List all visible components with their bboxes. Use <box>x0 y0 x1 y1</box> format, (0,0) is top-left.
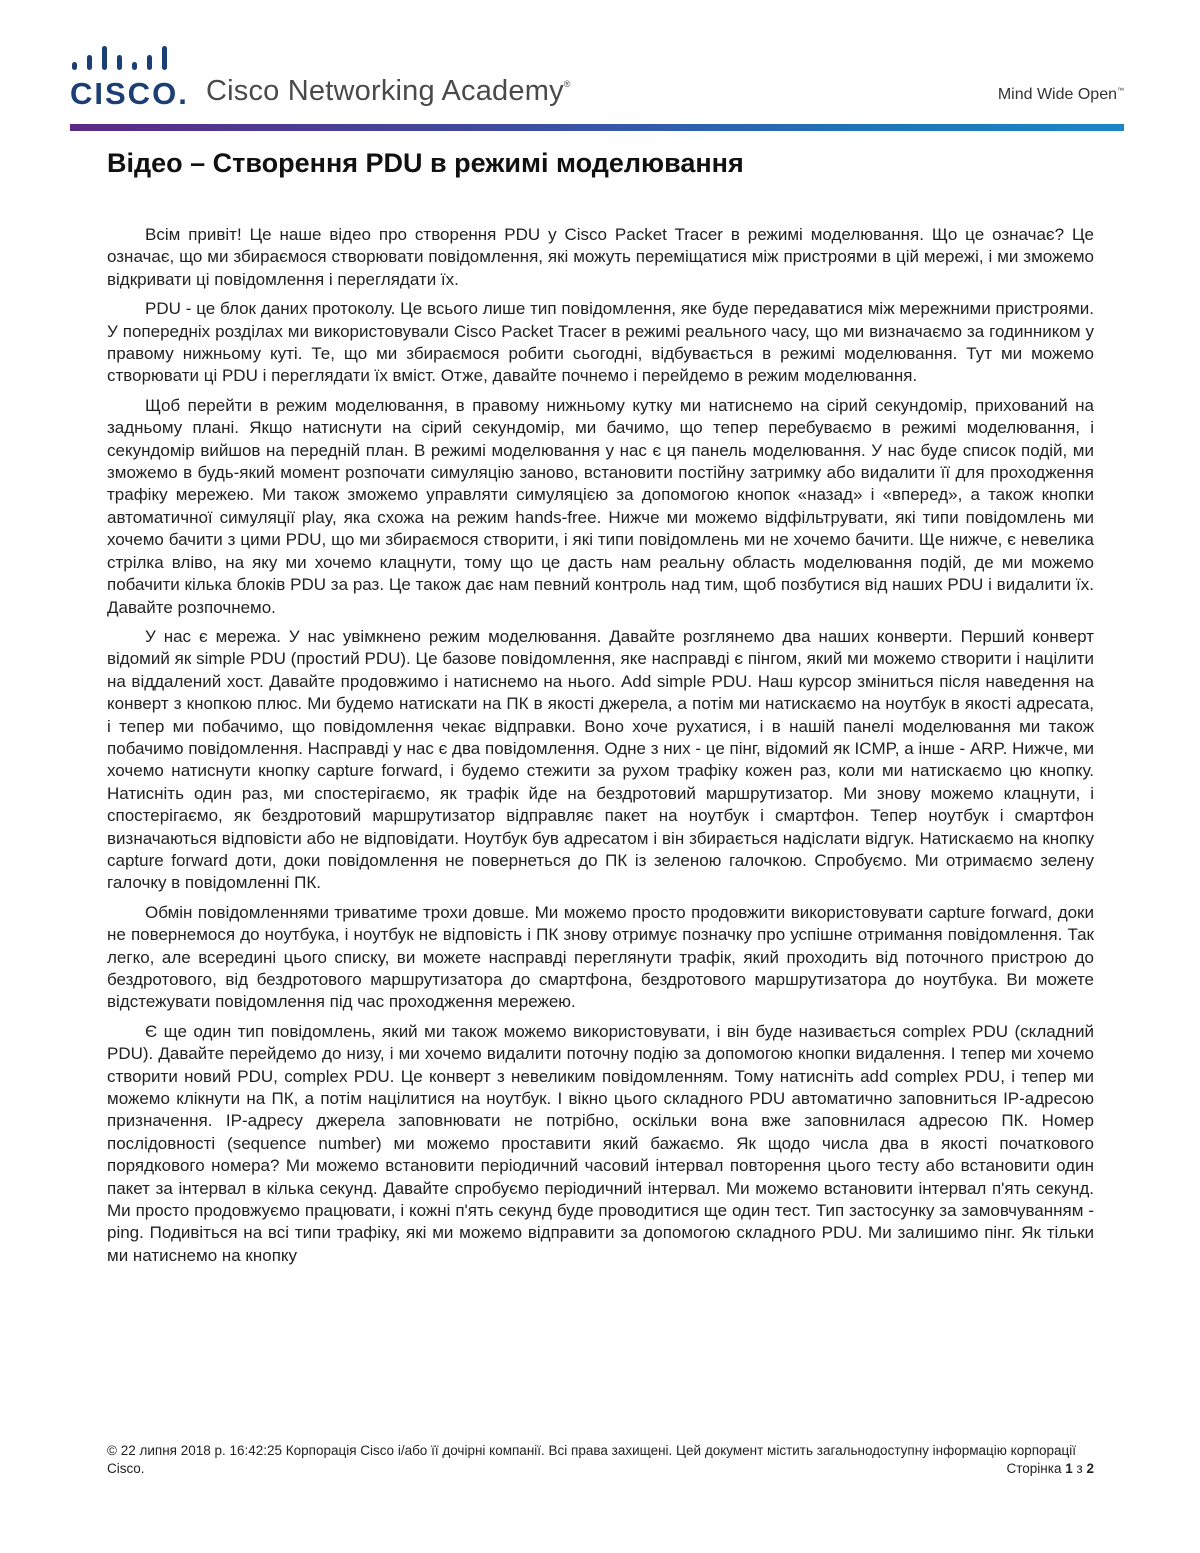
page-footer <box>107 1442 1094 1478</box>
body-paragraph: Щоб перейти в режим моделювання, в правому нижньому кутку ми натиснемо на сірий секундомір, прихований на задньому плані. Якщо натиснути на сірий секундомір, ми бачимо, що тепер перебуваємо в режимі моделювання, і секундомір вийшов на передній план. В режимі моделювання у нас є ця панель моделювання. У нас буде список подій, ми зможемо в будь-який момент розпочати симуляцію заново, встановити постійну затримку або видалити її для проходження трафіку мережею. Ми також зможемо управляти симуляцією за допомогою кнопок «назад» і «вперед», а також кнопки автоматичної симуляції play, яка схожа на режим hands-free. Нижче ми можемо відфільтрувати, які типи повідомлень ми хочемо бачити з цими PDU, що ми збираємося створити, і які типи повідомлень ми не хочемо бачити. Ще нижче, є невелика стрілка вліво, на яку ми хочемо клацнути, тому що це дасть нам реальну область моделювання подій, де ми можемо побачити кілька блоків PDU за раз. Це також дає нам певний контроль над тим, щоб позбутися від наших PDU і видалити їх. Давайте розпочнемо. <box>107 395 1094 617</box>
page-number: Сторінка 1 з 2 <box>1006 1461 1094 1476</box>
copyright-notice: © 22 липня 2018 р. 16:42:25 Корпорація Cisco і/або її дочірні компанії. Всі права захищені. Цей документ містить загальнодоступну інформацію корпорації Cisco. <box>107 1443 1077 1476</box>
document-title: Відео – Створення PDU в режимі моделювання <box>107 148 744 178</box>
body-paragraph: Обмін повідомленнями триватиме трохи довше. Ми можемо просто продовжити використовувати capture forward, доки не повернемося до ноутбука, і ноутбук не відповість і ПК знову отримує позначку про успішне отримання повідомлення. Так легко, але всередині цього списку, ви можете насправді переглянути трафік, який проходить від поточного пристрою до бездротового, від бездротового маршрутизатора до смартфона, бездротового маршрутизатора до ноутбука. Ви можете відстежувати повідомлення під час проходження мережею. <box>107 902 1094 1012</box>
header-color-bar <box>70 124 1124 131</box>
tagline: Mind Wide Open™ <box>997 86 1124 103</box>
body-paragraph: Всім привіт! Це наше відео про створення PDU у Cisco Packet Tracer в режимі моделювання. Що це означає? Це означає, що ми збираємося створювати повідомлення, які можуть переміщатися між пристроями в цій мережі, і ми зможемо відкривати ці повідомлення і переглядати їх. <box>107 225 1094 289</box>
body-paragraph: Є ще один тип повідомлень, який ми також можемо використовувати, і він буде називається complex PDU (складний PDU). Давайте перейдемо до низу, і ми хочемо видалити поточну подію за допомогою кнопки видалення. І тепер ми хочемо створити новий PDU, complex PDU. Це конверт з невеликим повідомленням. Тому натисніть add complex PDU, і тепер ми можемо клікнути на ПК, а потім націлитися на ноутбук. І вікно цього складного PDU автоматично заповниться IP-адресою призначення. IP-адресу джерела заповнювати не потрібно, оскільки вона вже заповнилася адресою ПК. Номер послідовності (sequence number) ми можемо проставити який бажаємо. Як щодо числа два в якості початкового порядкового номера? Ми можемо встановити періодичний часовий інтервал повторення цього тесту або встановити один пакет за інтервал в кілька секунд. Давайте спробуємо періодичний інтервал. Ми можемо встановити інтервал п'ять секунд. Ми просто продовжуємо працювати, і кожні п'ять секунд буде проводитися ще один тест. Тип застосунку за замовчуванням - ping. Подивіться на всі типи трафіку, які ми можемо відправити за допомогою складного PDU. Ми залишимо пінг. Як тільки ми натиснемо на кнопку <box>107 1021 1094 1265</box>
cisco-logo-wordmark: CISCO. <box>70 76 189 111</box>
page-header <box>0 0 1200 140</box>
document-body <box>107 224 1094 1274</box>
body-paragraph: У нас є мережа. У нас увімкнено режим моделювання. Давайте розглянемо два наших конверти. Перший конверт відомий як simple PDU (простий PDU). Це базове повідомлення, яке насправді є пінгом, який ми можемо створити і націлити на віддалений хост. Давайте продовжимо і натиснемо на нього. Add simple PDU. Наш курсор зміниться після наведення на конверт з кнопкою плюс. Ми будемо натискати на ПК в якості джерела, а потім ми натискаємо на ноутбук в якості адресата, і тепер ми побачимо, що повідомлення чекає відправки. Воно хоче рухатися, і в нашій панелі моделювання ми також побачимо повідомлення. Насправді у нас є два повідомлення. Одне з них - це пінг, відомий як ICMP, а інше - ARP. Нижче, ми хочемо натиснути кнопку capture forward, і будемо стежити за рухом трафіку кожен раз, коли ми натискаємо цю кнопку. Натисніть один раз, ми спостерігаємо, як трафік йде на бездротовий маршрутизатор. Ми знову можемо клацнути, і спостерігаємо, як бездротовий маршрутизатор відправляє пакет на ноутбук і смартфон. Тепер ноутбук і смартфон визначаються відповісти або не відповідати. Ноутбук був адресатом і він збирається надіслати відгук. Натискаємо на кнопку capture forward доти, доки повідомлення не повернеться до ПК із зеленою галочкою. Спробуємо. Ми отримаємо зелену галочку в повідомленні ПК. <box>107 626 1094 893</box>
cisco-logo-bars-icon <box>70 44 180 76</box>
academy-name: Cisco Networking Academy® <box>206 75 571 107</box>
body-paragraph: PDU - це блок даних протоколу. Це всього лише тип повідомлення, яке буде передаватися між мережними пристроями. У попередніх розділах ми використовували Cisco Packet Tracer в режимі реального часу, що ми визначаємо за годинником у правому нижньому куті. Те, що ми збираємося робити сьогодні, відбувається в режимі моделювання. Тут ми можемо створювати ці PDU і переглядати їх вміст. Отже, давайте почнемо і перейдемо в режим моделювання. <box>107 299 1094 386</box>
